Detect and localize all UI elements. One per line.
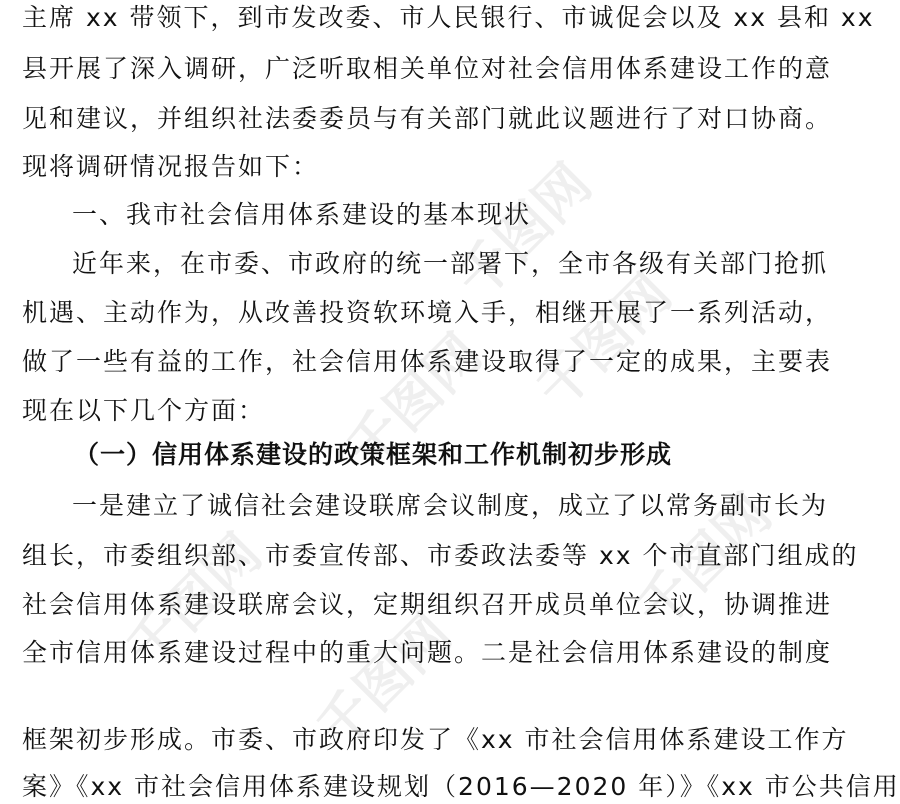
paragraph-line: 社会信用体系建设联席会议，定期组织召开成员单位会议，协调推进: [22, 590, 833, 619]
paragraph-line: 案》《xx 市社会信用体系建设规划（2016—2020 年）》《xx 市公共信用: [22, 772, 900, 801]
subsection-heading: （一）信用体系建设的政策框架和工作机制初步形成: [74, 440, 673, 469]
paragraph-line: 近年来，在市委、市政府的统一部署下，全市各级有关部门抢抓: [72, 249, 829, 278]
watermark: 千图网: [304, 601, 464, 761]
watermark: 千图网: [444, 151, 604, 311]
paragraph-line: 现在以下几个方面：: [22, 396, 266, 425]
paragraph-line: 一是建立了诚信社会建设联席会议制度，成立了以常务副市长为: [72, 491, 829, 520]
watermark: 千图网: [114, 521, 274, 681]
watermark: 千图网: [624, 481, 784, 641]
watermark: 千图网: [334, 321, 494, 481]
paragraph-line: 组长，市委组织部、市委宣传部、市委政法委等 xx 个市直部门组成的: [22, 541, 859, 570]
paragraph-line: 现将调研情况报告如下：: [22, 152, 320, 181]
paragraph-line: 见和建议，并组织社法委委员与有关部门就此议题进行了对口协商。: [22, 104, 833, 133]
paragraph-line: 县开展了深入调研，广泛听取相关单位对社会信用体系建设工作的意: [22, 54, 833, 83]
paragraph-line: 主席 xx 带领下，到市发改委、市人民银行、市诚促会以及 xx 县和 xx: [22, 3, 875, 32]
paragraph-line: 框架初步形成。市委、市政府印发了《xx 市社会信用体系建设工作方: [22, 725, 849, 754]
section-heading: 一、我市社会信用体系建设的基本现状: [72, 200, 532, 229]
watermark: 千图网: [524, 261, 684, 421]
paragraph-line: 做了一些有益的工作，社会信用体系建设取得了一定的成果，主要表: [22, 347, 833, 376]
paragraph-line: 全市信用体系建设过程中的重大问题。二是社会信用体系建设的制度: [22, 638, 833, 667]
paragraph-line: 机遇、主动作为，从改善投资软环境入手，相继开展了一系列活动，: [22, 298, 833, 327]
